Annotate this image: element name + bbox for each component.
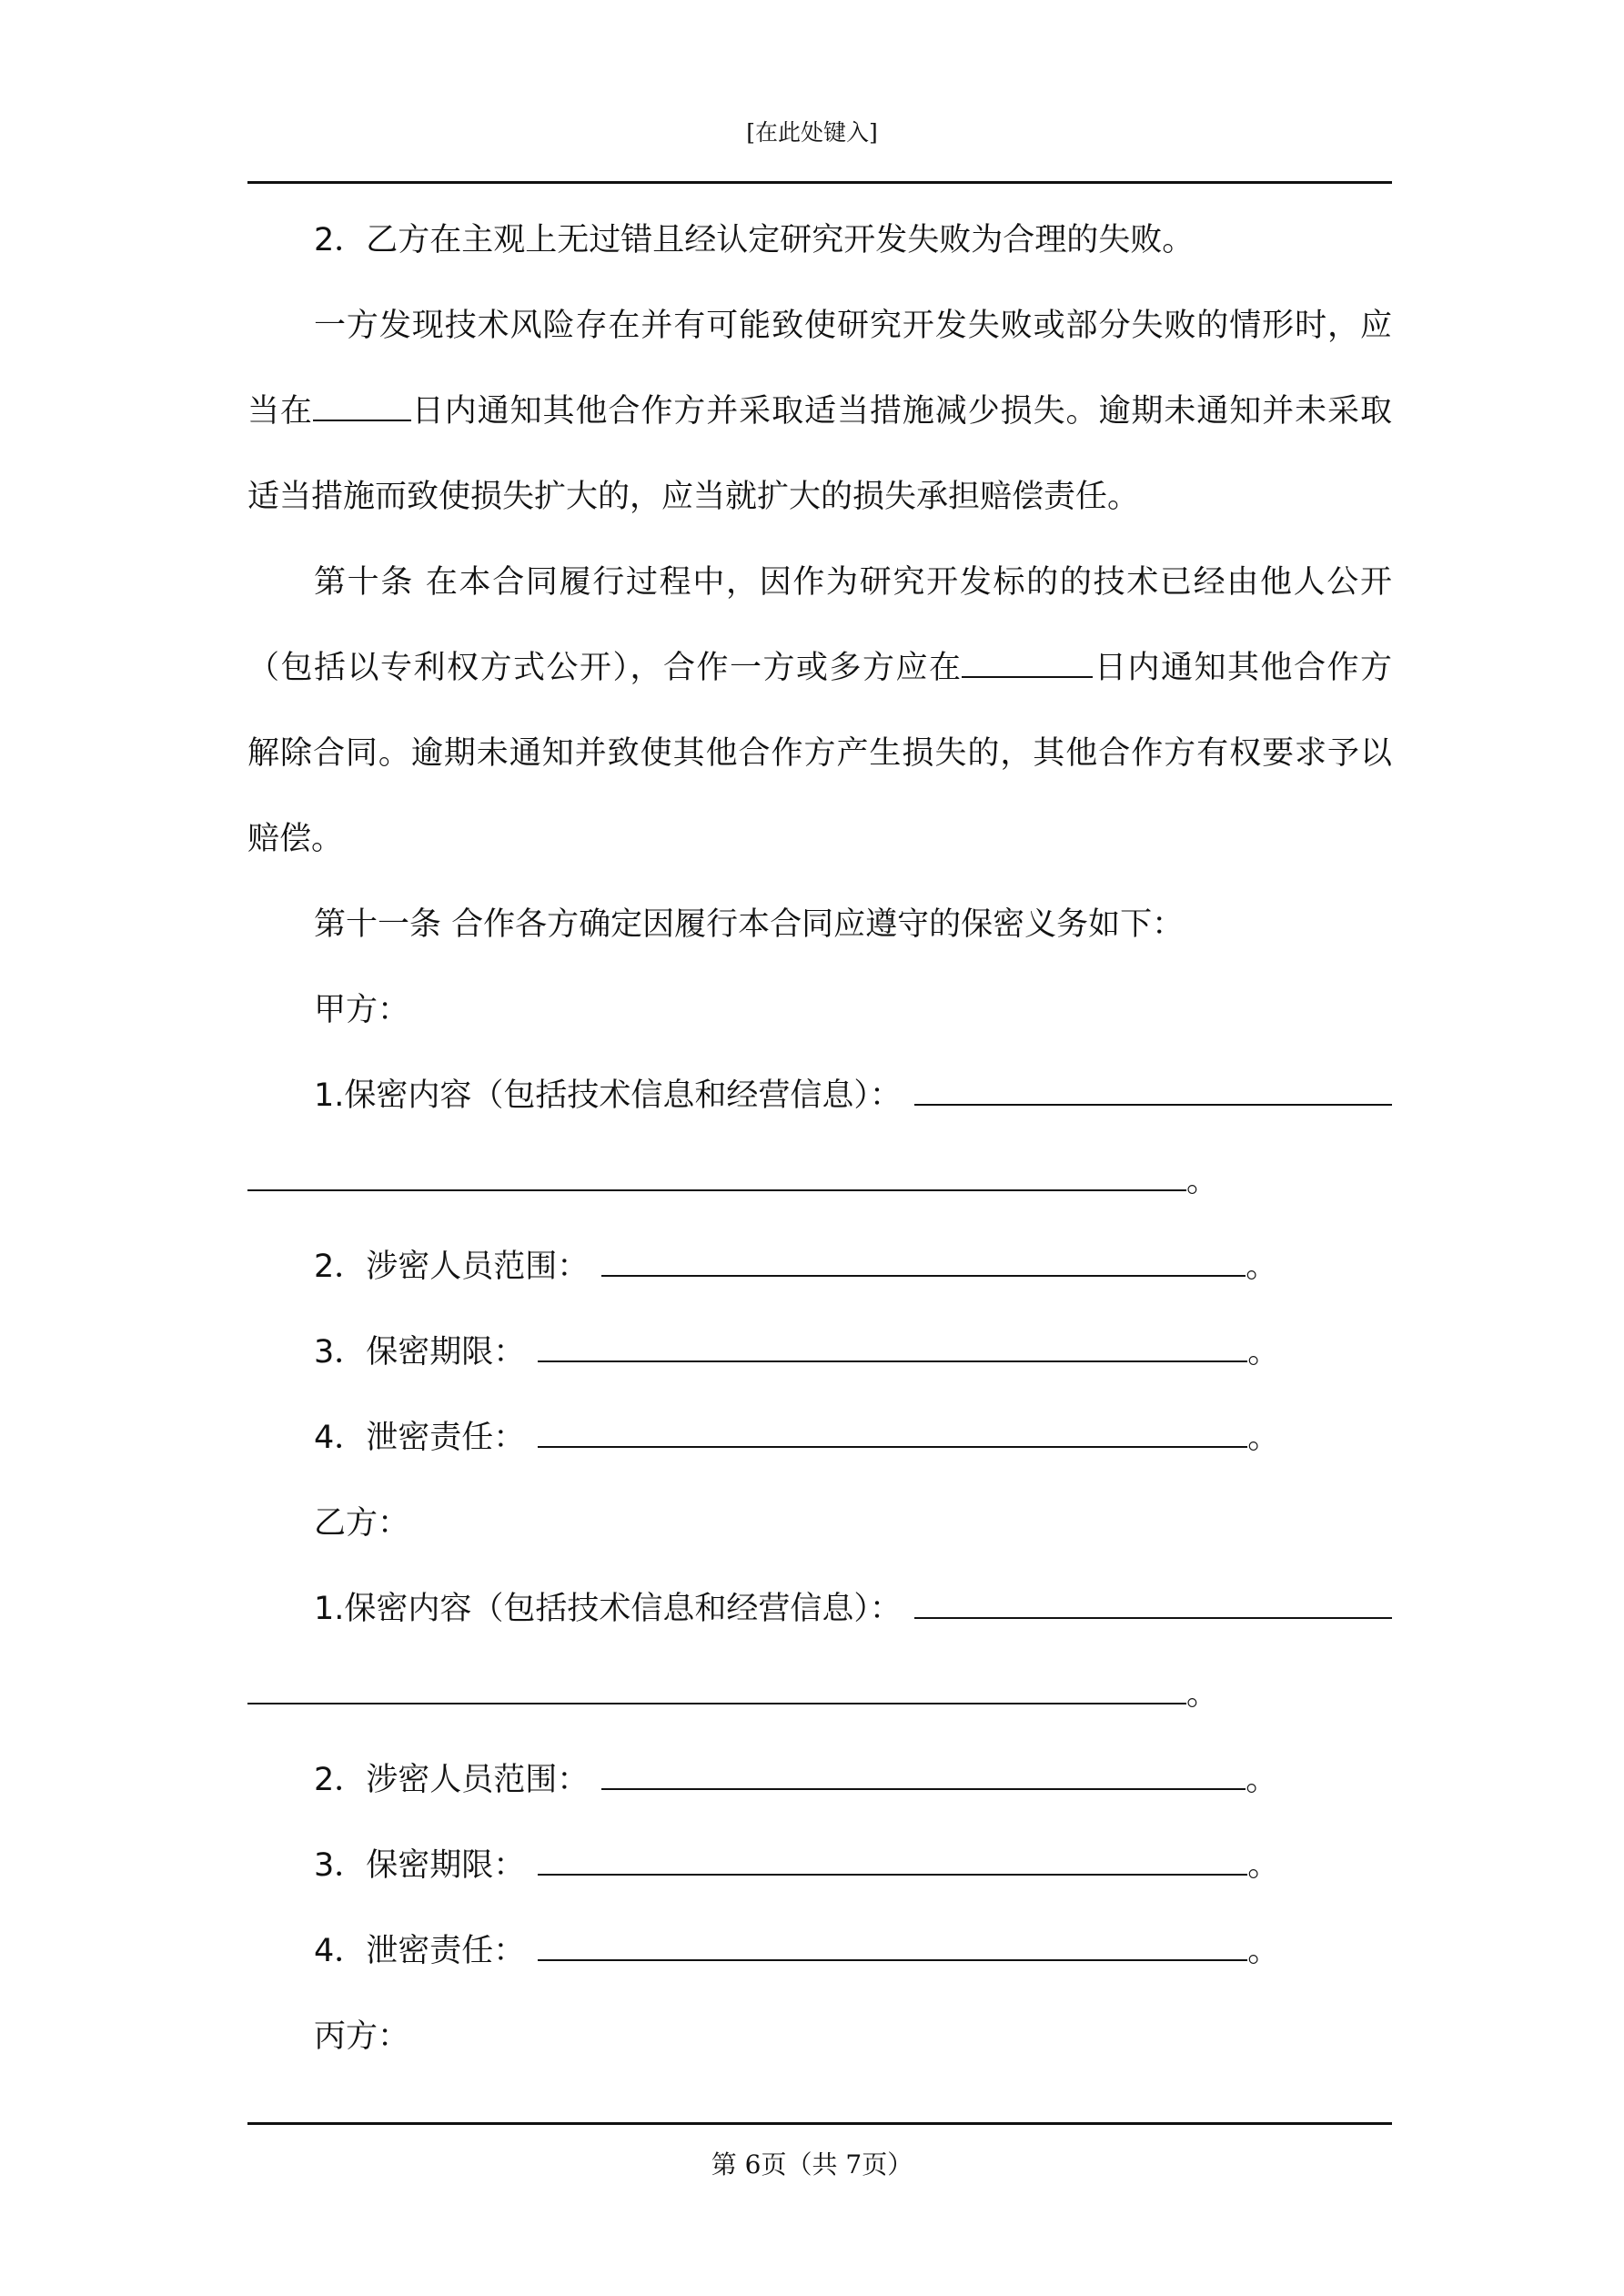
fill-blank — [601, 1248, 1246, 1277]
article10-line2: （包括以专利权方式公开），合作一方或多方应在 日内通知其他合作方 — [247, 650, 1392, 686]
party-a-content: 1.保密内容（包括技术信息和经营信息）： — [247, 1076, 1392, 1116]
fill-blank — [538, 1846, 1247, 1876]
footer-rule — [247, 2122, 1392, 2125]
risk-paragraph-line2: 当在 日内通知其他合作方并采取适当措施减少损失。逾期未通知并未采取 — [247, 393, 1392, 430]
party-a-scope: 2．涉密人员范围： 。 — [314, 1249, 1278, 1285]
fill-blank — [538, 1333, 1247, 1362]
header-rule — [247, 181, 1392, 184]
fill-blank — [247, 1162, 1186, 1191]
party-a-label: 甲方： — [314, 992, 410, 1028]
fill-blank — [914, 1077, 1392, 1106]
article10-line1: 第十条 在本合同履行过程中，因作为研究开发标的的技术已经由他人公开 — [314, 564, 1392, 601]
article10-line4: 赔偿。 — [247, 821, 344, 857]
party-c-label: 丙方： — [314, 2018, 410, 2055]
party-b-scope: 2．涉密人员范围： 。 — [314, 1762, 1278, 1798]
page-footer: 第 6页（共 7页） — [711, 2149, 913, 2180]
fill-blank — [601, 1761, 1246, 1790]
party-b-label: 乙方： — [314, 1505, 410, 1542]
party-b-content-cont: 。 — [247, 1674, 1392, 1714]
fill-blank — [914, 1590, 1392, 1619]
fill-blank — [538, 1932, 1247, 1961]
risk-paragraph-line1: 一方发现技术风险存在并有可能致使研究开发失败或部分失败的情形时，应 — [314, 308, 1392, 344]
fill-blank — [538, 1419, 1247, 1448]
party-a-liability: 4．泄密责任： 。 — [314, 1420, 1280, 1456]
days-blank — [962, 649, 1093, 678]
party-b-liability: 4．泄密责任： 。 — [314, 1933, 1280, 1969]
days-blank — [313, 392, 411, 421]
page-header: [在此处键入] — [746, 119, 878, 146]
risk-paragraph-line3: 适当措施而致使损失扩大的，应当就扩大的损失承担赔偿责任。 — [247, 479, 1140, 515]
article10-line3: 解除合同。逾期未通知并致使其他合作方产生损失的，其他合作方有权要求予以 — [247, 735, 1392, 772]
fill-blank — [247, 1675, 1186, 1704]
article11-heading: 第十一条 合作各方确定因履行本合同应遵守的保密义务如下： — [314, 906, 1185, 943]
party-b-content: 1.保密内容（包括技术信息和经营信息）： — [247, 1589, 1392, 1629]
party-a-period: 3．保密期限： 。 — [314, 1334, 1280, 1371]
clause-item2: 2．乙方在主观上无过错且经认定研究开发失败为合理的失败。 — [314, 222, 1195, 258]
party-a-content-cont: 。 — [247, 1161, 1392, 1201]
party-b-period: 3．保密期限： 。 — [314, 1847, 1280, 1884]
